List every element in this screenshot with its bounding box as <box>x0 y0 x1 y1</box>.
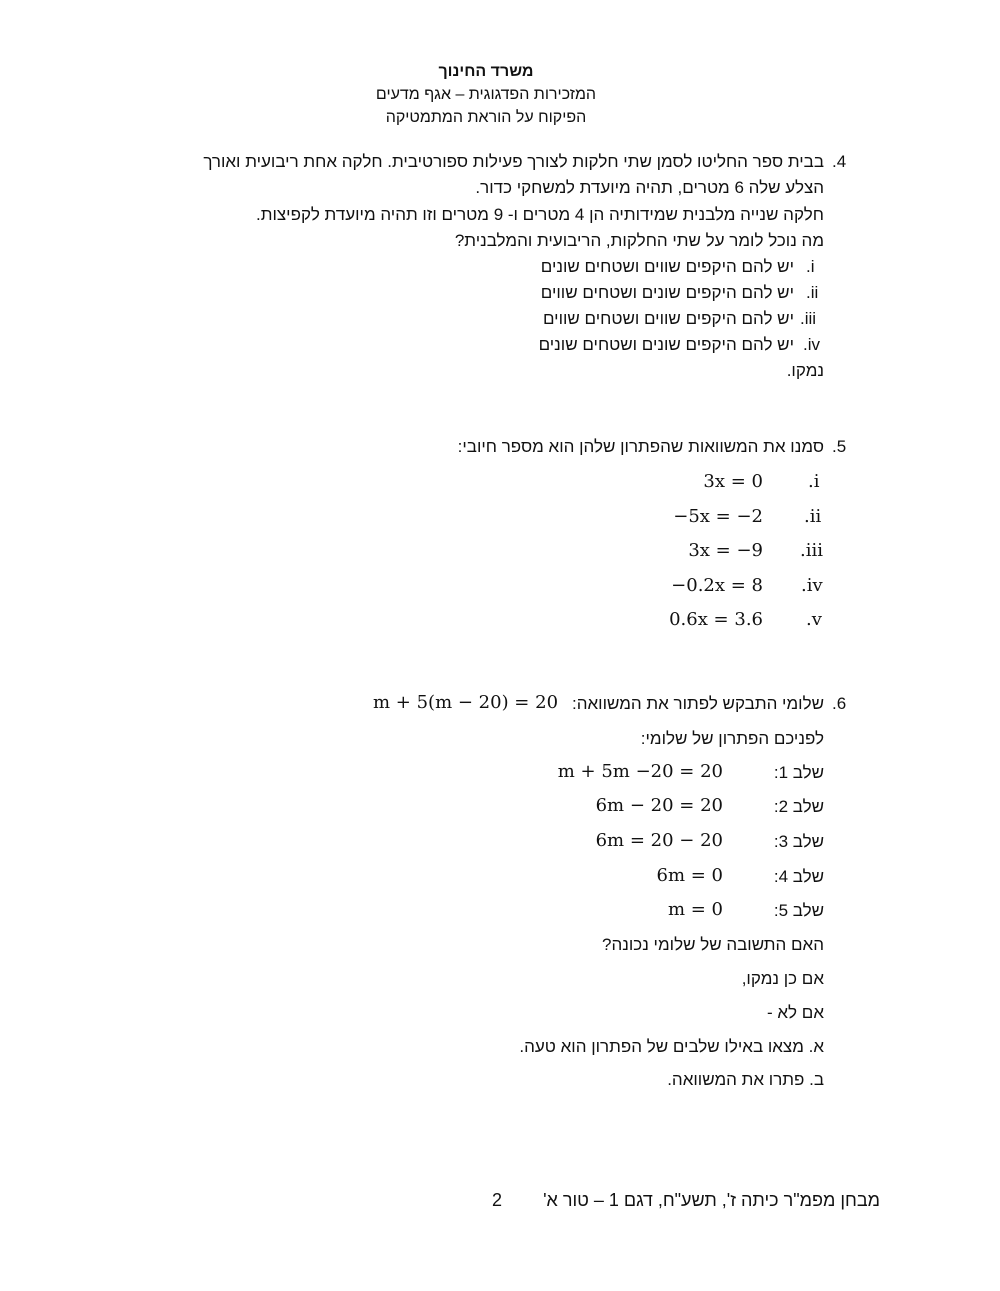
q5-equation[interactable]: 3x = −9 <box>688 540 763 561</box>
q6-step-label: שלב 5: <box>773 901 824 920</box>
q6-part-b: ב. פתרו את המשוואה. <box>667 1070 824 1089</box>
q6-step-label: שלב 3: <box>773 832 824 851</box>
q4-option-text[interactable]: יש להם היקפים שווים ושטחים שווים <box>542 309 794 328</box>
q4-option-text[interactable]: יש להם היקפים שונים ושטחים שונים <box>538 335 794 354</box>
q6-step-equation: 6m = 20 − 20 <box>595 830 723 851</box>
q5-number: .5 <box>832 437 847 456</box>
q6-step-equation: m + 5m −20 = 20 <box>557 761 723 782</box>
footer-exam-title: מבחן מפמ"ר כיתה ז', תשע"ח, דגם 1 – טור א' <box>543 1190 880 1210</box>
q4-option-label: .iv <box>803 335 820 354</box>
q4-option-label: .ii <box>806 283 819 302</box>
q5-prompt: סמנו את המשוואות שהפתרון שלהן הוא מספר חיובי: <box>457 437 824 456</box>
q4-option-label: .i <box>806 257 815 276</box>
q4-line-1: בבית ספר החליטו לסמן שתי חלקות לצורך פעילות ספורטיבית. חלקה אחת ריבועית ואורך <box>203 152 824 171</box>
q4-explain: נמקו. <box>786 361 824 380</box>
q6-question: האם התשובה של שלומי נכונה? <box>602 935 824 954</box>
ministry-title: משרד החינוך <box>438 63 534 80</box>
q6-if-yes: אם כן נמקו, <box>741 969 824 988</box>
q4-option-label: .iii <box>800 309 817 328</box>
q4-number: .4 <box>832 152 847 171</box>
q6-equation: m + 5(m − 20) = 20 <box>373 692 559 713</box>
page-number: 2 <box>492 1190 503 1210</box>
q6-step-label: שלב 4: <box>773 867 824 886</box>
q4-line-4: מה נוכל לומר על שתי החלקות, הריבועית והמלבנית? <box>454 231 824 250</box>
q5-option-label: .iv <box>801 575 823 596</box>
q6-step-equation: m = 0 <box>667 899 723 920</box>
q5-equation[interactable]: −5x = −2 <box>673 506 763 527</box>
q5-equation[interactable]: 3x = 0 <box>703 471 763 492</box>
q6-step-label: שלב 2: <box>773 797 824 816</box>
q6-part-a: א. מצאו באילו שלבים של הפתרון הוא טעה. <box>519 1037 824 1056</box>
q5-option-label: .iii <box>800 540 823 561</box>
q4-line-2: הצלע שלה 6 מטרים, תהיה מיועדת למשחקי כדור. <box>475 178 824 197</box>
q5-option-label: .i <box>808 471 820 492</box>
q6-if-no: אם לא - <box>767 1003 824 1022</box>
q6-prompt: שלומי התבקש לפתור את המשוואה: <box>571 694 824 713</box>
q4-line-3: חלקה שנייה מלבנית שמידותיה הן 4 מטרים ו- 9 מטרים וזו תהיה מיועדת לקפיצות. <box>256 205 824 224</box>
q5-option-label: .ii <box>804 506 822 527</box>
q6-step-label: שלב 1: <box>773 763 824 782</box>
q4-option-text[interactable]: יש להם היקפים שווים ושטחים שונים <box>540 257 794 276</box>
q6-number: .6 <box>832 694 847 713</box>
q4-option-text[interactable]: יש להם היקפים שונים ושטחים שווים <box>540 283 794 302</box>
q6-step-equation: 6m − 20 = 20 <box>595 795 723 816</box>
q5-option-label: .v <box>806 609 822 630</box>
q5-equation[interactable]: 0.6x = 3.6 <box>669 609 763 630</box>
supervision-line: הפיקוח על הוראת המתמטיקה <box>385 109 587 126</box>
q6-intro: לפניכם הפתרון של שלומי: <box>640 729 824 748</box>
q5-equation[interactable]: −0.2x = 8 <box>671 575 763 596</box>
q6-step-equation: 6m = 0 <box>656 865 723 886</box>
secretariat-line: המזכירות הפדגוגית – אגף מדעים <box>375 86 597 103</box>
